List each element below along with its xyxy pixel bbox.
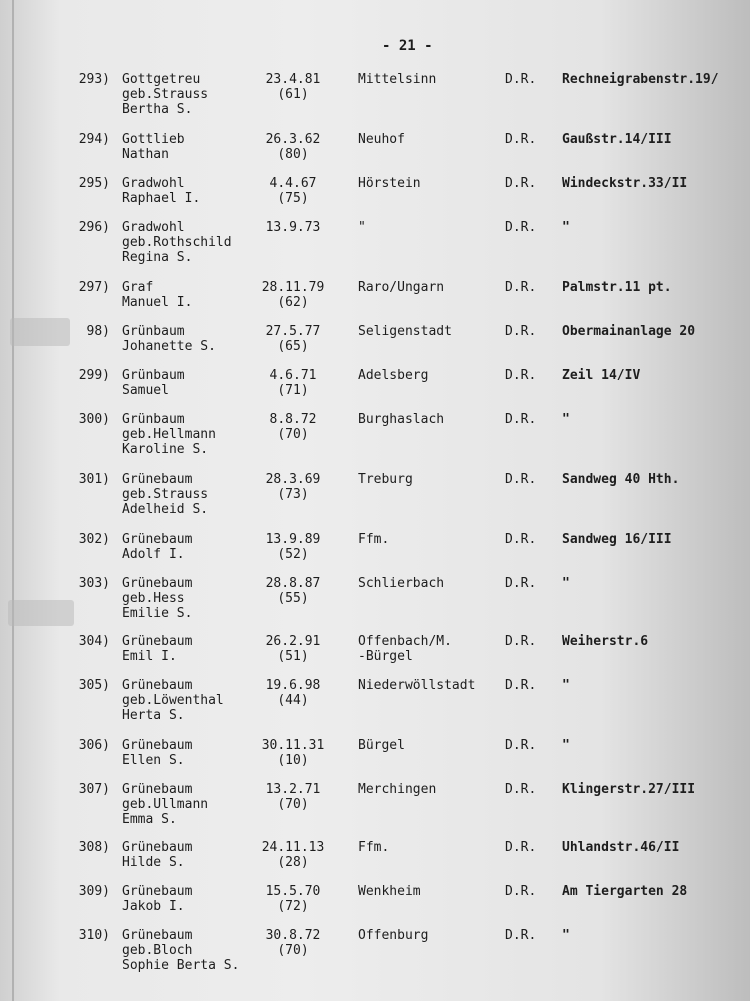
entry-nationality: D.R. — [505, 576, 537, 591]
place-line: Treburg — [358, 472, 413, 487]
stain-mark — [10, 318, 70, 346]
date-line: 13.9.73 — [265, 220, 321, 235]
entry-birthplace — [358, 280, 444, 295]
entry-number: 295) — [78, 176, 110, 191]
place-line: Ffm. — [358, 532, 390, 547]
name-line: Manuel I. — [122, 295, 193, 310]
name-line: geb.Hellmann — [122, 427, 216, 442]
name-line: Grünebaum — [122, 576, 193, 591]
entry-birthplace — [358, 412, 444, 427]
entry-nationality: D.R. — [505, 220, 537, 235]
name-line: Grünebaum — [122, 532, 193, 547]
place-line: Merchingen — [358, 782, 437, 797]
entry-address: Klingerstr.27/III — [562, 782, 696, 797]
entry-birthdate — [248, 884, 338, 914]
place-line: Offenburg — [358, 928, 429, 943]
date-line: 26.3.62 — [265, 132, 321, 147]
entry-name — [122, 324, 216, 354]
entry-name — [122, 576, 192, 621]
entry-number: 310) — [78, 928, 110, 943]
entry-name — [122, 72, 208, 117]
entry-address: " — [562, 412, 570, 427]
date-line: 27.5.77 — [265, 324, 321, 339]
entry-address: " — [562, 220, 570, 235]
entry-name — [122, 532, 192, 562]
entry-name — [122, 280, 192, 310]
entry-name — [122, 884, 192, 914]
date-line: (71) — [277, 383, 309, 398]
place-line: Niederwöllstadt — [358, 678, 476, 693]
entry-address: Zeil 14/IV — [562, 368, 641, 383]
page-number: - 21 - — [382, 38, 433, 54]
entry-birthdate — [248, 412, 338, 442]
date-line: (55) — [277, 591, 309, 606]
date-line: (72) — [277, 899, 309, 914]
name-line: Jakob I. — [122, 899, 185, 914]
entry-birthplace — [358, 782, 436, 797]
entry-birthdate — [248, 132, 338, 162]
entry-birthplace — [358, 928, 428, 943]
date-line: 28.8.87 — [265, 576, 321, 591]
entry-nationality: D.R. — [505, 782, 537, 797]
name-line: Regina S. — [122, 250, 193, 265]
place-line: Seligenstadt — [358, 324, 452, 339]
date-line: (73) — [277, 487, 309, 502]
date-line: 4.4.67 — [269, 176, 317, 191]
entry-birthdate — [248, 634, 338, 664]
entry-birthplace — [358, 132, 405, 147]
entry-number: 98) — [86, 324, 110, 339]
entry-birthplace — [358, 324, 452, 339]
entry-birthplace — [358, 176, 421, 191]
place-line: Raro/Ungarn — [358, 280, 445, 295]
name-line: Adolf I. — [122, 547, 185, 562]
name-line: Emma S. — [122, 812, 177, 827]
place-line: Bürgel — [358, 738, 405, 753]
entry-birthplace — [358, 678, 475, 693]
date-line: (28) — [277, 855, 309, 870]
entry-birthdate — [248, 576, 338, 606]
entry-birthplace — [358, 532, 389, 547]
entry-name — [122, 634, 192, 664]
entry-birthdate — [248, 176, 338, 206]
name-line: Ellen S. — [122, 753, 185, 768]
entry-name — [122, 176, 200, 206]
date-line: 28.3.69 — [265, 472, 321, 487]
date-line: (70) — [277, 427, 309, 442]
name-line: Gradwohl — [122, 220, 185, 235]
page-fold-line — [12, 0, 14, 1001]
entry-number: 305) — [78, 678, 110, 693]
name-line: Grünebaum — [122, 840, 193, 855]
name-line: Gottlieb — [122, 132, 185, 147]
name-line: Grünebaum — [122, 472, 193, 487]
entry-nationality: D.R. — [505, 738, 537, 753]
name-line: geb.Strauss — [122, 487, 209, 502]
entry-birthdate — [248, 782, 338, 812]
date-line: 23.4.81 — [265, 72, 321, 87]
name-line: Karoline S. — [122, 442, 209, 457]
date-line: (80) — [277, 147, 309, 162]
name-line: Grünebaum — [122, 782, 193, 797]
name-line: Nathan — [122, 147, 169, 162]
name-line: geb.Ullmann — [122, 797, 209, 812]
entry-birthdate — [248, 472, 338, 502]
entry-nationality: D.R. — [505, 532, 537, 547]
entry-address: Sandweg 16/III — [562, 532, 672, 547]
entry-birthdate — [248, 840, 338, 870]
entry-number: 297) — [78, 280, 110, 295]
name-line: Sophie Berta S. — [122, 958, 240, 973]
date-line: 4.6.71 — [269, 368, 317, 383]
entry-number: 307) — [78, 782, 110, 797]
name-line: Graf — [122, 280, 154, 295]
date-line: 30.8.72 — [265, 928, 321, 943]
entry-nationality: D.R. — [505, 634, 537, 649]
stain-mark — [8, 600, 74, 626]
name-line: Grünebaum — [122, 884, 193, 899]
entry-address: Palmstr.11 pt. — [562, 280, 672, 295]
place-line: -Bürgel — [358, 649, 413, 664]
entry-birthdate — [248, 928, 338, 958]
name-line: Grünbaum — [122, 324, 185, 339]
entry-birthdate — [248, 220, 338, 235]
name-line: Grünbaum — [122, 368, 185, 383]
name-line: Herta S. — [122, 708, 185, 723]
entry-address: Am Tiergarten 28 — [562, 884, 688, 899]
date-line: (61) — [277, 87, 309, 102]
date-line: (75) — [277, 191, 309, 206]
place-line: Adelsberg — [358, 368, 429, 383]
entry-number: 309) — [78, 884, 110, 899]
name-line: Emilie S. — [122, 606, 193, 621]
entry-nationality: D.R. — [505, 132, 537, 147]
name-line: Gradwohl — [122, 176, 185, 191]
date-line: 19.6.98 — [265, 678, 321, 693]
date-line: (52) — [277, 547, 309, 562]
date-line: 8.8.72 — [269, 412, 317, 427]
name-line: Gottgetreu — [122, 72, 201, 87]
entry-birthplace — [358, 884, 421, 899]
name-line: geb.Rothschild — [122, 235, 232, 250]
date-line: (44) — [277, 693, 309, 708]
entry-birthplace — [358, 472, 413, 487]
entry-name — [122, 220, 232, 265]
date-line: (62) — [277, 295, 309, 310]
entry-number: 299) — [78, 368, 110, 383]
entry-name — [122, 738, 192, 768]
place-line: Schlierbach — [358, 576, 445, 591]
date-line: (70) — [277, 797, 309, 812]
date-line: 30.11.31 — [261, 738, 325, 753]
entry-nationality: D.R. — [505, 412, 537, 427]
date-line: (51) — [277, 649, 309, 664]
entry-number: 306) — [78, 738, 110, 753]
entry-address: " — [562, 928, 570, 943]
name-line: Emil I. — [122, 649, 177, 664]
entry-number: 301) — [78, 472, 110, 487]
name-line: Grünebaum — [122, 678, 193, 693]
name-line: Grünbaum — [122, 412, 185, 427]
name-line: Hilde S. — [122, 855, 185, 870]
entry-address: Weiherstr.6 — [562, 634, 649, 649]
entry-birthdate — [248, 738, 338, 768]
entry-name — [122, 368, 185, 398]
name-line: Raphael I. — [122, 191, 201, 206]
entry-nationality: D.R. — [505, 176, 537, 191]
name-line: Grünebaum — [122, 738, 193, 753]
entry-name — [122, 928, 239, 973]
entry-nationality: D.R. — [505, 324, 537, 339]
date-line: 26.2.91 — [265, 634, 321, 649]
entry-address: " — [562, 738, 570, 753]
entry-birthdate — [248, 678, 338, 708]
date-line: 13.2.71 — [265, 782, 321, 797]
entry-nationality: D.R. — [505, 678, 537, 693]
entry-number: 303) — [78, 576, 110, 591]
entry-nationality: D.R. — [505, 884, 537, 899]
entry-name — [122, 412, 216, 457]
entry-birthdate — [248, 368, 338, 398]
date-line: (65) — [277, 339, 309, 354]
name-line: geb.Löwenthal — [122, 693, 224, 708]
entry-address: " — [562, 678, 570, 693]
place-line: Wenkheim — [358, 884, 421, 899]
date-line: (70) — [277, 943, 309, 958]
entry-nationality: D.R. — [505, 280, 537, 295]
entry-birthdate — [248, 324, 338, 354]
entry-nationality: D.R. — [505, 472, 537, 487]
entry-birthplace — [358, 576, 444, 591]
entry-birthplace — [358, 738, 405, 753]
entry-address: " — [562, 576, 570, 591]
name-line: geb.Bloch — [122, 943, 193, 958]
name-line: geb.Strauss — [122, 87, 209, 102]
date-line: 24.11.13 — [261, 840, 325, 855]
place-line: Neuhof — [358, 132, 405, 147]
name-line: Adelheid S. — [122, 502, 209, 517]
entry-address: Gaußstr.14/III — [562, 132, 672, 147]
entry-nationality: D.R. — [505, 72, 537, 87]
place-line: " — [358, 220, 366, 235]
date-line: (10) — [277, 753, 309, 768]
entry-name — [122, 678, 224, 723]
entry-address: Rechneigrabenstr.19/ — [562, 72, 719, 87]
date-line: 13.9.89 — [265, 532, 321, 547]
date-line: 15.5.70 — [265, 884, 321, 899]
name-line: geb.Hess — [122, 591, 185, 606]
place-line: Offenbach/M. — [358, 634, 452, 649]
entry-name — [122, 472, 208, 517]
date-line: 28.11.79 — [261, 280, 325, 295]
entry-number: 296) — [78, 220, 110, 235]
entry-number: 302) — [78, 532, 110, 547]
entry-address: Sandweg 40 Hth. — [562, 472, 680, 487]
entry-birthdate — [248, 72, 338, 102]
place-line: Hörstein — [358, 176, 421, 191]
entry-nationality: D.R. — [505, 928, 537, 943]
entry-name — [122, 782, 208, 827]
place-line: Burghaslach — [358, 412, 445, 427]
name-line: Grünebaum — [122, 634, 193, 649]
place-line: Mittelsinn — [358, 72, 437, 87]
name-line: Samuel — [122, 383, 169, 398]
place-line: Ffm. — [358, 840, 390, 855]
entry-birthplace — [358, 220, 366, 235]
entry-nationality: D.R. — [505, 840, 537, 855]
name-line: Johanette S. — [122, 339, 216, 354]
entry-number: 300) — [78, 412, 110, 427]
entry-birthdate — [248, 532, 338, 562]
name-line: Grünebaum — [122, 928, 193, 943]
entry-birthplace — [358, 368, 428, 383]
entry-name — [122, 132, 185, 162]
entry-address: Windeckstr.33/II — [562, 176, 688, 191]
entry-name — [122, 840, 192, 870]
entry-number: 304) — [78, 634, 110, 649]
entry-birthplace — [358, 840, 389, 855]
name-line: Bertha S. — [122, 102, 193, 117]
entry-address: Obermainanlage 20 — [562, 324, 696, 339]
entry-number: 293) — [78, 72, 110, 87]
entry-birthplace — [358, 72, 436, 87]
entry-birthplace — [358, 634, 452, 664]
entry-number: 308) — [78, 840, 110, 855]
entry-address: Uhlandstr.46/II — [562, 840, 680, 855]
entry-birthdate — [248, 280, 338, 310]
entry-nationality: D.R. — [505, 368, 537, 383]
entry-number: 294) — [78, 132, 110, 147]
